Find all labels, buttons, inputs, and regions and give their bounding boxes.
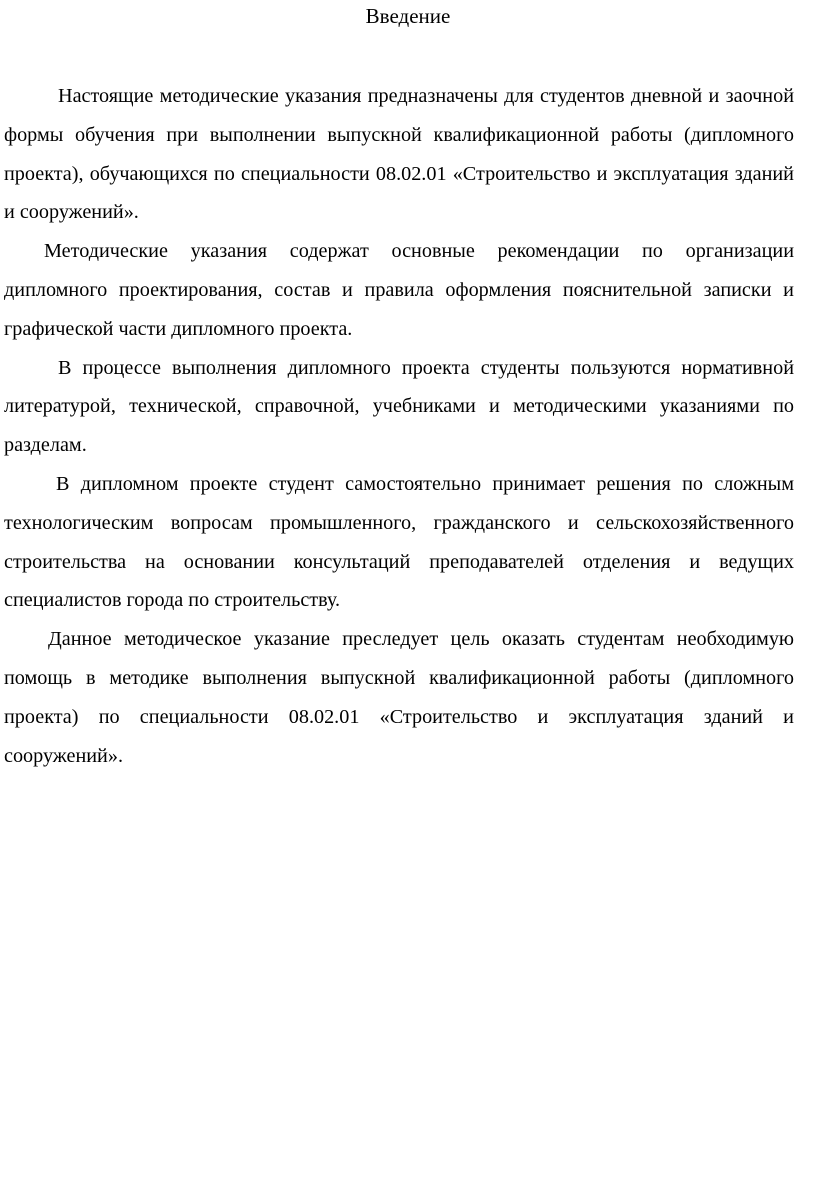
document-body [4,77,794,775]
paragraph-purpose: Настоящие методические указания предназначены для студентов дневной и заочной формы обучения при выполнении выпускной квалификационной работы (дипломного проекта), обучающихся по специальности 08.02.01 «Строительство и эксплуатация зданий и сооружений». [4,85,794,224]
paragraph-literature: В процессе выполнения дипломного проекта студенты пользуются нормативной литературой, технической, справочной, учебниками и методическими указаниями по разделам. [4,356,794,457]
paragraph-decisions: В дипломном проекте студент самостоятельно принимает решения по сложным технологическим вопросам промышленного, гражданского и сельскохозяйственного строительства на основании консультаций преподавателей отделения и ведущих специалистов города по строительству. [4,472,794,612]
paragraph-goal: Данное методическое указание преследует цель оказать студентам необходимую помощь в методике выполнения выпускной квалификационной работы (дипломного проекта) по специальности 08.02.01 «Строительство и эксплуатация зданий и сооружений». [4,628,794,767]
page-title: Введение [365,4,451,28]
paragraph-contents: Методические указания содержат основные рекомендации по организации дипломного проектирования, состав и правила оформления пояснительной записки и графической части дипломного проекта. [4,240,794,340]
